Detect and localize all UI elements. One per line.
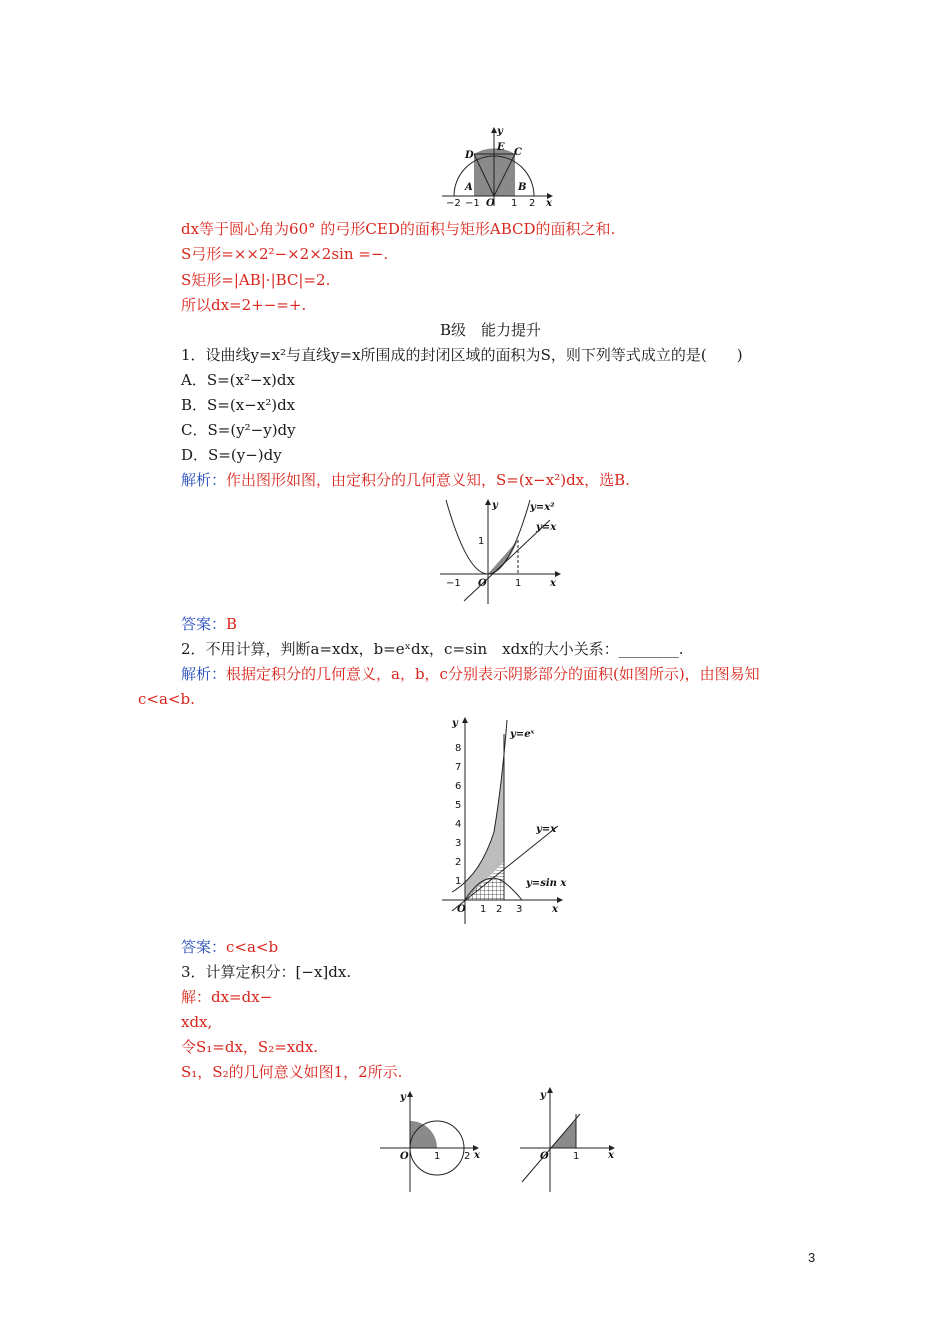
tick-x-3: 3 bbox=[516, 904, 523, 915]
tick-y-7: 7 bbox=[455, 762, 462, 773]
solution-line-2: S弓形=××2²−×2×2sin =−. bbox=[181, 245, 389, 263]
tick-minus2: −2 bbox=[446, 198, 461, 208]
q2-answer-label: 答案： bbox=[181, 938, 227, 956]
axis-label-x: x bbox=[550, 578, 556, 589]
q1-option-d: D．S=(y−)dy bbox=[181, 446, 282, 464]
axis-label-y: y bbox=[497, 126, 503, 137]
tick-y-2: 2 bbox=[455, 857, 462, 868]
figure-semicircle-segment bbox=[440, 124, 560, 208]
point-B: B bbox=[518, 182, 527, 193]
label-parabola: y=x² bbox=[530, 502, 555, 513]
tick-x-1: 1 bbox=[515, 578, 522, 589]
axis-label-y: y bbox=[452, 718, 458, 729]
q3-solution-line-3: 令S₁=dx，S₂=xdx. bbox=[181, 1038, 319, 1056]
tick-y-3: 3 bbox=[455, 838, 462, 849]
tick-y-1: 1 bbox=[455, 876, 462, 887]
q2-solution bbox=[181, 664, 760, 684]
label-line: y=x bbox=[536, 522, 557, 533]
q3-solution-line-2: xdx, bbox=[181, 1013, 213, 1031]
tick-minus1: −1 bbox=[465, 198, 480, 208]
q2-answer-text: c<a<b bbox=[226, 938, 279, 956]
tick-x-1: 1 bbox=[434, 1151, 441, 1162]
q1-option-a: A．S=(x²−x)dx bbox=[181, 371, 295, 389]
figure-exp-line-sin bbox=[440, 714, 570, 926]
q3-solution-line-1: 解：dx=dx− bbox=[181, 988, 273, 1006]
q3-stem: 3．计算定积分：[−x]dx. bbox=[181, 963, 352, 981]
solution-line-4: 所以dx=2+−=+. bbox=[181, 296, 307, 314]
tick-y-6: 6 bbox=[455, 781, 462, 792]
solution-line-3: S矩形=|AB|·|BC|=2. bbox=[181, 271, 331, 289]
tick-x-2: 2 bbox=[464, 1151, 471, 1162]
section-title: B级 能力提升 bbox=[440, 321, 542, 339]
tick-x-2: 2 bbox=[496, 904, 503, 915]
q1-option-c: C．S=(y²−y)dy bbox=[181, 421, 296, 439]
solution-line-1: dx等于圆心角为60° 的弓形CED的面积与矩形ABCD的面积之和. bbox=[181, 220, 616, 238]
q2-solution-text: 根据定积分的几何意义，a，b，c分别表示阴影部分的面积(如图所示)，由图易知 bbox=[226, 665, 760, 683]
q2-answer bbox=[181, 937, 278, 957]
q1-solution bbox=[181, 470, 630, 490]
tick-y-8: 8 bbox=[455, 743, 462, 754]
q2-stem: 2．不用计算，判断a=xdx，b=eˣdx，c=sin xdx的大小关系：________. bbox=[181, 640, 684, 658]
tick-y-4: 4 bbox=[455, 819, 462, 830]
origin-label: O bbox=[478, 578, 487, 589]
point-A: A bbox=[465, 182, 473, 193]
origin-label: O bbox=[540, 1151, 549, 1162]
tick-2: 2 bbox=[529, 198, 536, 208]
q3-solution-line-4: S₁，S₂的几何意义如图1，2所示. bbox=[181, 1063, 403, 1081]
q1-stem: 1．设曲线y=x²与直线y=x所围成的封闭区域的面积为S，则下列等式成立的是( ) bbox=[181, 346, 743, 364]
point-E: E bbox=[497, 142, 505, 153]
figure-1-circle-quarter bbox=[378, 1088, 488, 1194]
figure-2-triangle bbox=[518, 1084, 618, 1194]
q1-option-b: B．S=(x−x²)dx bbox=[181, 396, 296, 414]
line-y-eq-x bbox=[452, 826, 558, 911]
label-line: y=x bbox=[536, 824, 557, 835]
tick-x-1: 1 bbox=[480, 904, 487, 915]
tick-x-1: 1 bbox=[573, 1151, 580, 1162]
q1-answer bbox=[181, 614, 237, 634]
page-number: 3 bbox=[808, 1250, 816, 1265]
q2-solution-label: 解析： bbox=[181, 665, 227, 683]
q1-solution-label: 解析： bbox=[181, 471, 227, 489]
tick-x-minus1: −1 bbox=[446, 578, 461, 589]
axis-label-y: y bbox=[492, 500, 498, 511]
axis-label-x: x bbox=[474, 1150, 480, 1161]
q1-answer-label: 答案： bbox=[181, 615, 227, 633]
q1-solution-text: 作出图形如图，由定积分的几何意义知，S=(x−x²)dx，选B. bbox=[226, 471, 630, 489]
tick-y-1: 1 bbox=[478, 536, 485, 547]
q2-solution-cont: c<a<b. bbox=[138, 690, 195, 708]
point-D: D bbox=[465, 150, 474, 161]
tick-y-5: 5 bbox=[455, 800, 462, 811]
axis-label-y: y bbox=[540, 1090, 546, 1101]
label-exp: y=eˣ bbox=[510, 729, 535, 740]
point-C: C bbox=[514, 147, 522, 158]
figure-parabola-line bbox=[438, 496, 568, 606]
axis-label-y: y bbox=[400, 1092, 406, 1103]
tick-1: 1 bbox=[511, 198, 518, 208]
axis-label-x: x bbox=[546, 198, 552, 208]
q1-answer-text: B bbox=[226, 615, 238, 633]
axis-label-x: x bbox=[552, 904, 558, 915]
origin-label: O bbox=[457, 904, 466, 915]
origin-label: O bbox=[486, 198, 495, 208]
axis-label-x: x bbox=[608, 1150, 614, 1161]
label-sin: y=sin x bbox=[526, 878, 567, 889]
origin-label: O bbox=[400, 1151, 409, 1162]
